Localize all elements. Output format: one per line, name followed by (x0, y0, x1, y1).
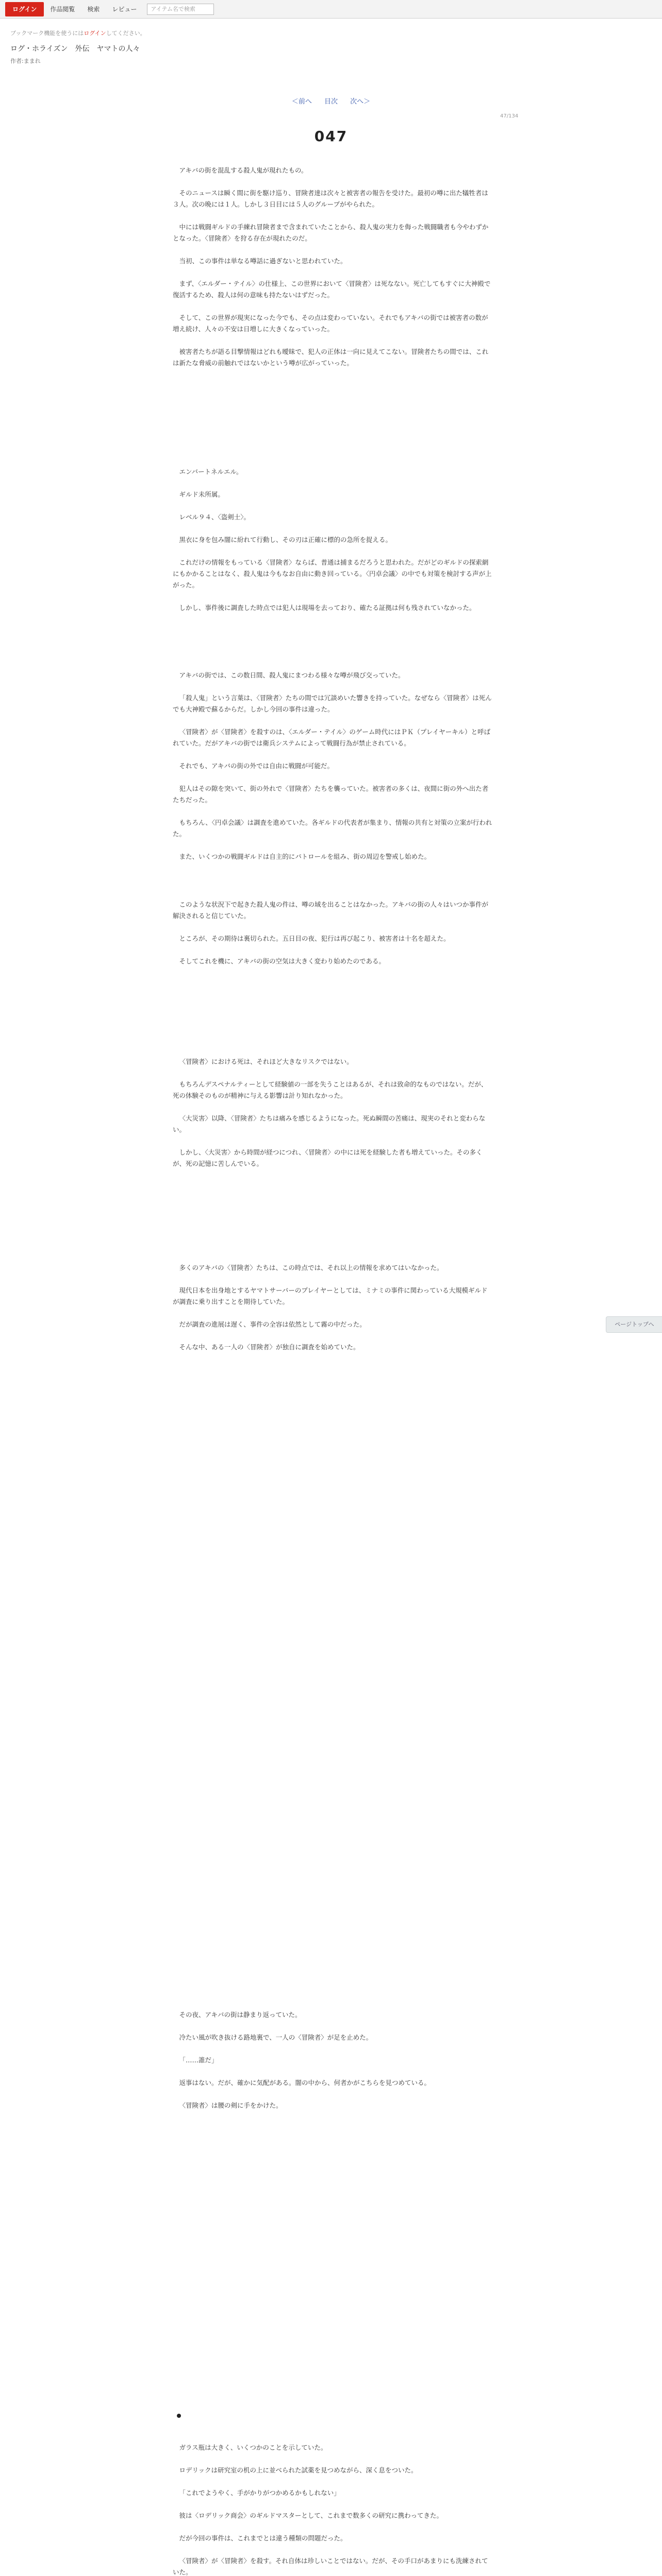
paragraph: そしてこれを機に、アキバの街の空気は大きく変わり始めたのである。 (179, 957, 386, 965)
paragraph: アキバの街では、この数日間、殺人鬼にまつわる様々な噂が飛び交っていた。 (179, 671, 405, 679)
paragraph: そんな中、ある一人の〈冒険者〉が独自に調査を始めていた。 (179, 1343, 360, 1351)
paragraph: ギルド未所属。 (179, 490, 224, 498)
paragraph: ガラス瓶は大きく、いくつかのことを示していた。 (179, 2444, 327, 2451)
body-block-8 (173, 2442, 492, 2576)
body-block-4 (173, 899, 492, 978)
paragraph: 〈冒険者〉における死は、それほど大きなリスクではない。 (179, 1058, 353, 1065)
paragraph: このような状況下で起きた殺人鬼の件は、噂の域を出ることはなかった。アキバの街の人々はいつか事件が解決されると信じていた。 (173, 901, 489, 920)
body-block-2 (173, 466, 492, 625)
paragraph: エンバートネルエル。 (179, 468, 243, 476)
search-input[interactable]: アイテム名で検索 (147, 4, 214, 15)
top-nav-bar (0, 0, 662, 19)
paragraph: また、いくつかの戦闘ギルドは自主的にパトロールを組み、街の周辺を警戒し始めた。 (179, 853, 431, 860)
paragraph: 「……誰だ」 (179, 2056, 218, 2064)
paragraph: 冷たい風が吹き抜ける路地裏で、一人の〈冒険者〉が足を止めた。 (179, 2033, 373, 2041)
author-name[interactable]: 作者:ままれ (10, 58, 41, 64)
paragraph: まず、〈エルダー・テイル〉の仕様上、この世界において〈冒険者〉は死なない。死亡してもすぐに大神殿で復活するため、殺人は何の意味も持たないはずだった。 (173, 280, 491, 299)
page-top-button[interactable]: ページトップへ (606, 1316, 662, 1333)
login-note-text: ブックマーク機能を使うには (10, 30, 84, 37)
paragraph: しかし、事件後に調査した時点では犯人は現場を去っており、確たる証拠は何も残されていなかった。 (179, 604, 476, 612)
paragraph: 〈冒険者〉が〈冒険者〉を殺すのは、〈エルダー・テイル〉のゲーム時代にはＰＫ（プレイヤーキル）と呼ばれていた。だがアキバの街では衛兵システムによって戦闘行為が禁止されている。 (173, 728, 491, 747)
body-block-7 (173, 2009, 492, 2123)
paragraph: 彼は〈ロデリック商会〉のギルドマスターとして、これまで数多くの研究に携わってきた。 (179, 2512, 443, 2519)
paragraph: 中には戦闘ギルドの手練れ冒険者まで含まれていたことから、殺人鬼の実力を侮った戦闘職者も今やわずかとなった。〈冒険者〉を狩る存在が現れたのだ。 (173, 223, 489, 242)
index-link[interactable]: 目次 (324, 98, 338, 106)
nav-search[interactable]: 検索 (87, 5, 100, 13)
novel-title[interactable]: ログ・ホライズン 外伝 ヤマトの人々 (10, 45, 140, 53)
scene-break-dot (177, 2414, 181, 2418)
paragraph: その夜、アキバの街は静まり返っていた。 (179, 2011, 302, 2019)
paragraph: 黒衣に身を包み闇に紛れて行動し、その刃は正確に標的の急所を捉える。 (179, 536, 392, 544)
paragraph: だが調査の進展は遅く、事件の全容は依然として霧の中だった。 (179, 1320, 366, 1328)
paragraph: もちろん、〈円卓会議〉は調査を進めていた。各ギルドの代表者が集まり、情報の共有と対策の立案が行われた。 (173, 819, 492, 838)
prev-link[interactable]: ＜前へ (291, 98, 312, 106)
body-block-3 (173, 670, 492, 874)
paragraph: 犯人はその隙を突いて、街の外れで〈冒険者〉たちを襲っていた。被害者の多くは、夜間に街の外へ出た者たちだった。 (173, 785, 489, 804)
paragraph: 被害者たちが語る目撃情報はどれも曖昧で、犯人の正体は一向に見えてこない。冒険者たちの間では、これは新たな脅威の前触れではないかという噂が広がっていった。 (173, 348, 489, 367)
paragraph: そのニュースは瞬く間に街を駆け巡り、冒険者達は次々と被害者の報告を受けた。最初の噂に出た犠牲者は３人。次の晩には１人。しかし３日目には５人のグループがやられた。 (173, 189, 488, 208)
next-link[interactable]: 次へ＞ (350, 98, 371, 106)
paragraph: ところが、その期待は裏切られた。五日目の夜、犯行は再び起こり、被害者は十名を超えた。 (179, 935, 450, 942)
paragraph: レベル９４、〈盗剣士〉。 (179, 513, 251, 521)
login-button[interactable]: ログイン (5, 2, 44, 16)
paragraph: 返事はない。だが、確かに気配がある。闇の中から、何者かがこちらを見つめている。 (179, 2079, 431, 2087)
paragraph: しかし、〈大災害〉から時間が経つにつれ、〈冒険者〉の中には死を経験した者も増えていった。その多くが、死の記憶に苦しんでいる。 (173, 1148, 483, 1167)
body-block-6 (173, 1262, 492, 1364)
nav-works[interactable]: 作品閲覧 (50, 5, 75, 13)
paragraph: 「これでようやく、手がかりがつかめるかもしれない」 (179, 2489, 340, 2497)
chapter-pager (0, 96, 662, 106)
paragraph: ロデリックは研究室の机の上に並べられた試薬を見つめながら、深く息をついた。 (179, 2466, 418, 2474)
novel-header (10, 29, 320, 65)
body-block-5 (173, 1056, 492, 1181)
login-note (10, 29, 320, 37)
paragraph: 〈大災害〉以降、〈冒険者〉たちは痛みを感じるようになった。死ぬ瞬間の苦痛は、現実のそれと変わらない。 (173, 1114, 486, 1133)
paragraph: 「殺人鬼」という言葉は、〈冒険者〉たちの間では冗談めいた響きを持っていた。なぜなら〈冒険者〉は死んでも大神殿で蘇るからだ。しかし今回の事件は違った。 (173, 694, 492, 713)
chapter-number: 047 (314, 128, 348, 145)
login-link[interactable]: ログイン (84, 30, 106, 37)
paragraph: だが今回の事件は、これまでとは違う種類の問題だった。 (179, 2534, 347, 2542)
paragraph: 〈冒険者〉が〈冒険者〉を殺す。それ自体は珍しいことではない。だが、その手口があまりにも洗練されていた。 (173, 2557, 488, 2576)
paragraph: それでも、アキバの街の外では自由に戦闘が可能だ。 (179, 762, 334, 770)
paragraph: そして、この世界が現実になった今でも、その点は変わっていない。それでもアキバの街では被害者の数が増え続け、人々の不安は日増しに大きくなっていった。 (173, 314, 488, 333)
body-block-1 (173, 165, 492, 380)
nav-review[interactable]: レビュー (112, 5, 137, 13)
page-counter: 47/134 (500, 113, 519, 119)
paragraph: アキバの街を混乱する殺人鬼が現れたもの。 (179, 166, 308, 174)
paragraph: もちろんデスペナルティーとして経験値の一部を失うことはあるが、それは致命的なものではない。だが、死の体験そのものが精神に与える影響は計り知れなかった。 (173, 1080, 488, 1099)
paragraph: これだけの情報をもっている〈冒険者〉ならば、普通は捕まるだろうと思われた。だがどのギルドの探索網にもかかることはなく、殺人鬼は今もなお自由に動き回っている。〈円卓会議〉の中でも対策を検討する声が上がった。 (173, 558, 492, 589)
paragraph: 〈冒険者〉は腰の剣に手をかけた。 (179, 2102, 283, 2109)
paragraph: 多くのアキバの〈冒険者〉たちは、この時点では、それ以上の情報を求めてはいなかった。 (179, 1264, 443, 1272)
paragraph: 現代日本を出身地とするヤマトサーバーのプレイヤーとしては、ミナミの事件に関わっている大規模ギルドが調査に乗り出すことを期待していた。 (173, 1286, 488, 1306)
login-note-text-end: してください。 (106, 30, 146, 37)
paragraph: 当初、この事件は単なる噂話に過ぎないと思われていた。 (179, 257, 347, 265)
